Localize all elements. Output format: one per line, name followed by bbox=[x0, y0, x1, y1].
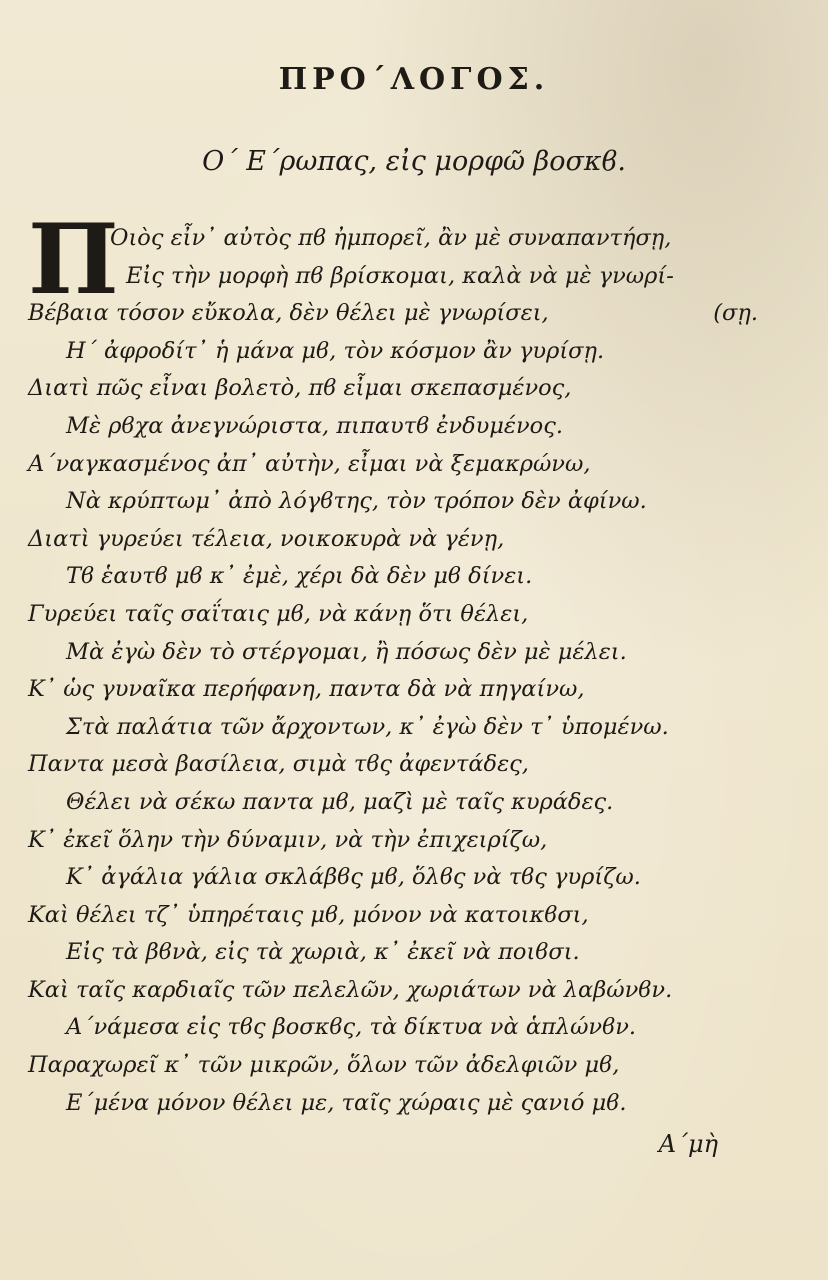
verse-line-text: Γυρεύει ταῖς σαΐταις μϐ, νὰ κάνῃ ὅτι θέλει, bbox=[28, 600, 529, 627]
verse-line bbox=[0, 333, 828, 371]
verse-line-text: Καὶ ταῖς καρδιαῖς τῶν πελελῶν, χωριάτων νὰ λαβώνϐν. bbox=[28, 976, 673, 1003]
verse-line bbox=[0, 295, 828, 333]
verse-line-text: Κ᾽ ἀγάλια γάλια σκλάβϐς μϐ, ὅλϐς νὰ τϐς γυρίζω. bbox=[66, 864, 641, 891]
verse-line bbox=[0, 1047, 828, 1085]
verse-line bbox=[0, 1009, 828, 1047]
verse-line bbox=[0, 972, 828, 1010]
verse-line bbox=[0, 634, 828, 672]
verse-line bbox=[0, 220, 828, 258]
verse-line-text: Τϐ ἑαυτϐ μϐ κ᾽ ἐμὲ, χέρι δὰ δὲν μϐ δίνει. bbox=[66, 563, 533, 590]
verse-line bbox=[0, 521, 828, 559]
verse-line-text: Διατὶ πῶς εἶναι βολετὸ, πϐ εἶμαι σκεπασμένος, bbox=[28, 375, 572, 402]
verse-line-text: Η΄ ἀφροδίτ᾽ ἡ μάνα μϐ, τὸν κόσμον ἂν γυρίσῃ. bbox=[66, 337, 605, 364]
verse-line-text: Διατὶ γυρεύει τέλεια, νοικοκυρὰ νὰ γένῃ, bbox=[28, 525, 505, 552]
verse-line-text: Παντα μεσὰ βασίλεια, σιμὰ τϐς ἀφεντάδες, bbox=[28, 751, 529, 778]
verse-line bbox=[0, 859, 828, 897]
verse-line-text: Α΄ναγκασμένος ἀπ᾽ αὐτὴν, εἶμαι νὰ ξεμακρώνω, bbox=[28, 450, 591, 477]
verse-line bbox=[0, 671, 828, 709]
verse-line-text: Οιὸς εἶν᾽ αὐτὸς πϐ ἠμπορεῖ, ἂν μὲ συναπαντήσῃ, bbox=[110, 225, 672, 251]
verse-line bbox=[0, 558, 828, 596]
verse-line bbox=[0, 784, 828, 822]
verse-line bbox=[0, 934, 828, 972]
verse-line-text: Εἰς τὴν μορφὴ πϐ βρίσκομαι, καλὰ νὰ μὲ γνωρί- bbox=[126, 262, 674, 289]
verse-line-text: Μὰ ἐγὼ δὲν τὸ στέργομαι, ἢ πόσως δὲν μὲ μέλει. bbox=[66, 638, 627, 665]
verse-line-text: Εἰς τὰ βϐνὰ, εἰς τὰ χωριὰ, κ᾽ ἐκεῖ νὰ ποιϐσι. bbox=[66, 939, 580, 966]
verse-line-text: Καὶ θέλει τζ᾽ ὑπηρέταις μϐ, μόνον νὰ κατοικϐσι, bbox=[28, 901, 589, 928]
verse-line bbox=[0, 1085, 828, 1123]
verse-line bbox=[0, 746, 828, 784]
verse-line-text: Ε΄μένα μόνον θέλει με, ταῖς χώραις μὲ ςανιό μϐ. bbox=[66, 1089, 627, 1116]
drop-cap-initial: Π bbox=[28, 203, 119, 316]
verse-line-text: Α΄νάμεσα εἰς τϐς βοσκϐς, τὰ δίκτυα νὰ ἁπλώνϐν. bbox=[66, 1014, 637, 1041]
catchword: Α΄μὴ bbox=[658, 1130, 718, 1158]
verse-line-text: Παραχωρεῖ κ᾽ τῶν μικρῶν, ὅλων τῶν ἀδελφιῶν μϐ, bbox=[28, 1052, 620, 1079]
verse-line-turnover: (σῃ. bbox=[713, 300, 758, 327]
verse-line-text: Νὰ κρύπτωμ᾽ ἀπὸ λόγϐτης, τὸν τρόπον δὲν ἀφίνω. bbox=[66, 488, 647, 515]
verse-line bbox=[0, 822, 828, 860]
verse-line-text: Βέβαια τόσον εὔκολα, δὲν θέλει μὲ γνωρίσει, bbox=[28, 300, 549, 327]
verse-line bbox=[0, 370, 828, 408]
verse-line bbox=[0, 709, 828, 747]
verse-line bbox=[0, 408, 828, 446]
verse-line-text: Μὲ ρϐχα ἀνεγνώριστα, πιπαυτϐ ἐνδυμένος. bbox=[66, 412, 563, 439]
page-heading: ΠΡΟ΄ΛΟΓΟΣ. bbox=[278, 62, 550, 97]
verse-line bbox=[0, 258, 828, 296]
verse-line-text: Κ᾽ ἐκεῖ ὅλην τὴν δύναμιν, νὰ τὴν ἐπιχειρίζω, bbox=[28, 826, 548, 853]
section-subtitle: Ο΄ Ε΄ρωπας, εἰς μορφῶ βοσκϐ. bbox=[202, 146, 626, 177]
verse-line bbox=[0, 446, 828, 484]
verse-lines bbox=[0, 220, 828, 1122]
verse-line-text: Κ᾽ ὡς γυναῖκα περήφανη, παντα δὰ νὰ πηγαίνω, bbox=[28, 676, 585, 703]
verse-line bbox=[0, 483, 828, 521]
verse-line-text: Θέλει νὰ σέκω παντα μϐ, μαζὶ μὲ ταῖς κυράδες. bbox=[66, 788, 614, 815]
verse-line-text: Στὰ παλάτια τῶν ἄρχοντων, κ᾽ ἐγὼ δὲν τ᾽ ὑπομένω. bbox=[66, 713, 669, 740]
verse-line bbox=[0, 596, 828, 634]
verse-line bbox=[0, 897, 828, 935]
